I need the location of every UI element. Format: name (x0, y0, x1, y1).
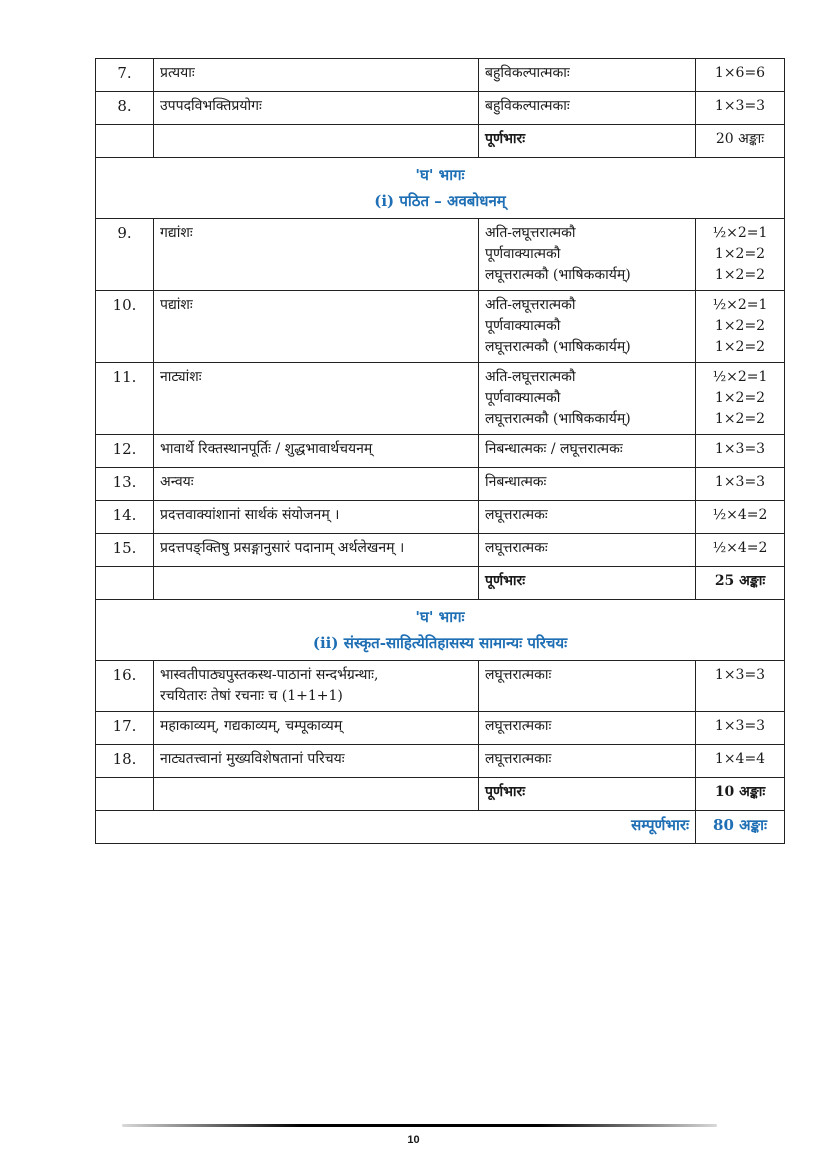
topic-cell: महाकाव्यम्, गद्यकाव्यम्, चम्पूकाव्यम् (154, 712, 479, 745)
subtotal-marks: 20 अङ्काः (696, 125, 785, 158)
table-row (96, 534, 785, 567)
question-number: 8. (96, 92, 154, 125)
topic-cell: नाट्यांशः (154, 363, 479, 435)
question-type-cell (479, 363, 696, 435)
subtotal-row (96, 125, 785, 158)
question-type-cell: बहुविकल्पात्मकाः (479, 59, 696, 92)
marks-cell: 1×3=3 (696, 468, 785, 501)
footer-divider (122, 1124, 717, 1127)
marks-cell: 1×6=6 (696, 59, 785, 92)
topic-cell: प्रदत्तपङ्क्तिषु प्रसङ्गानुसारं पदानाम् अर्थलेखनम् । (154, 534, 479, 567)
empty-cell (96, 778, 154, 811)
marks-cell: 1×3=3 (696, 661, 785, 712)
question-type-line: अति-लघूत्तरात्मकौ (485, 369, 576, 385)
grand-total-label: सम्पूर्णभारः (96, 811, 696, 844)
section-part-label: 'घ' भागः (415, 166, 465, 184)
marks-line: 1×2=2 (714, 318, 766, 334)
topic-cell: प्रदत्तवाक्यांशानां सार्थकं संयोजनम् । (154, 501, 479, 534)
section-title: (ii) संस्कृत-साहित्येतिहासस्य सामान्यः परिचयः (312, 634, 568, 652)
empty-cell (96, 567, 154, 600)
table-row (96, 435, 785, 468)
question-number: 13. (96, 468, 154, 501)
question-number: 7. (96, 59, 154, 92)
subtotal-marks: 25 अङ्काः (696, 567, 785, 600)
table-row (96, 363, 785, 435)
question-type-line: अति-लघूत्तरात्मकौ (485, 297, 576, 313)
grand-total-row (96, 811, 785, 844)
marks-cell: 1×4=4 (696, 745, 785, 778)
topic-cell (154, 661, 479, 712)
marks-cell (696, 219, 785, 291)
subtotal-label: पूर्णभारः (479, 567, 696, 600)
subtotal-label: पूर्णभारः (479, 778, 696, 811)
question-number: 18. (96, 745, 154, 778)
subtotal-label: पूर्णभारः (479, 125, 696, 158)
topic-cell: भावार्थे रिक्तस्थानपूर्तिः / शुद्धभावार्थचयनम् (154, 435, 479, 468)
question-type-cell: निबन्धात्मकः / लघूत्तरात्मकः (479, 435, 696, 468)
question-type-line: लघूत्तरात्मकौ (भाषिककार्यम्) (485, 411, 631, 427)
question-number: 15. (96, 534, 154, 567)
marks-line: 1×2=2 (714, 339, 766, 355)
question-type-cell: लघूत्तरात्मकः (479, 501, 696, 534)
question-type-cell (479, 219, 696, 291)
section-heading (96, 600, 785, 661)
marks-line: 1×2=2 (714, 411, 766, 427)
question-number: 14. (96, 501, 154, 534)
question-number: 11. (96, 363, 154, 435)
question-type-line: लघूत्तरात्मकौ (भाषिककार्यम्) (485, 339, 631, 355)
topic-line: रचयितारः तेषां रचनाः च (1+1+1) (160, 688, 343, 704)
question-type-cell: लघूत्तरात्मकाः (479, 712, 696, 745)
topic-cell: उपपदविभक्तिप्रयोगः (154, 92, 479, 125)
question-type-cell: लघूत्तरात्मकाः (479, 745, 696, 778)
question-type-line: पूर्णवाक्यात्मकौ (485, 390, 561, 406)
question-type-line: पूर्णवाक्यात्मकौ (485, 318, 561, 334)
empty-cell (154, 567, 479, 600)
syllabus-table (95, 58, 785, 844)
section-heading-row (96, 600, 785, 661)
section-part-label: 'घ' भागः (415, 608, 465, 626)
empty-cell (96, 125, 154, 158)
marks-line: 1×2=2 (714, 267, 766, 283)
marks-line: ½×2=1 (712, 369, 768, 385)
empty-cell (154, 778, 479, 811)
marks-cell: 1×3=3 (696, 712, 785, 745)
section-heading-row (96, 158, 785, 219)
table-row (96, 468, 785, 501)
question-type-line: अति-लघूत्तरात्मकौ (485, 225, 576, 241)
marks-line: ½×2=1 (712, 225, 768, 241)
topic-line: भास्वतीपाठ्यपुस्तकस्थ-पाठानां सन्दर्भग्रन्थाः, (160, 667, 379, 683)
subtotal-row (96, 567, 785, 600)
subtotal-marks: 10 अङ्काः (696, 778, 785, 811)
marks-line: 1×2=2 (714, 246, 766, 262)
page-number: 10 (407, 1134, 420, 1146)
marks-cell: ½×4=2 (696, 501, 785, 534)
table-row (96, 745, 785, 778)
table-row (96, 712, 785, 745)
topic-cell: अन्वयः (154, 468, 479, 501)
section-title: (i) पठित – अवबोधनम् (374, 192, 506, 210)
question-type-cell: लघूत्तरात्मकाः (479, 661, 696, 712)
marks-cell: 1×3=3 (696, 435, 785, 468)
marks-cell (696, 363, 785, 435)
table-row (96, 291, 785, 363)
question-number: 16. (96, 661, 154, 712)
question-number: 12. (96, 435, 154, 468)
question-number: 10. (96, 291, 154, 363)
subtotal-row (96, 778, 785, 811)
marks-line: 1×2=2 (714, 390, 766, 406)
topic-cell: प्रत्ययाः (154, 59, 479, 92)
table-row (96, 59, 785, 92)
topic-cell: पद्यांशः (154, 291, 479, 363)
topic-cell: गद्यांशः (154, 219, 479, 291)
marks-line: ½×2=1 (712, 297, 768, 313)
question-type-cell: निबन्धात्मकः (479, 468, 696, 501)
question-type-cell: लघूत्तरात्मकः (479, 534, 696, 567)
question-number: 9. (96, 219, 154, 291)
marks-cell: 1×3=3 (696, 92, 785, 125)
marks-cell (696, 291, 785, 363)
table-row (96, 501, 785, 534)
table-row (96, 92, 785, 125)
empty-cell (154, 125, 479, 158)
question-type-line: लघूत्तरात्मकौ (भाषिककार्यम्) (485, 267, 631, 283)
section-heading (96, 158, 785, 219)
table-row (96, 219, 785, 291)
table-row (96, 661, 785, 712)
topic-cell: नाट्यतत्त्वानां मुख्यविशेषतानां परिचयः (154, 745, 479, 778)
question-number: 17. (96, 712, 154, 745)
grand-total-marks: 80 अङ्काः (696, 811, 785, 844)
question-type-line: पूर्णवाक्यात्मकौ (485, 246, 561, 262)
question-type-cell: बहुविकल्पात्मकाः (479, 92, 696, 125)
marks-cell: ½×4=2 (696, 534, 785, 567)
question-type-cell (479, 291, 696, 363)
